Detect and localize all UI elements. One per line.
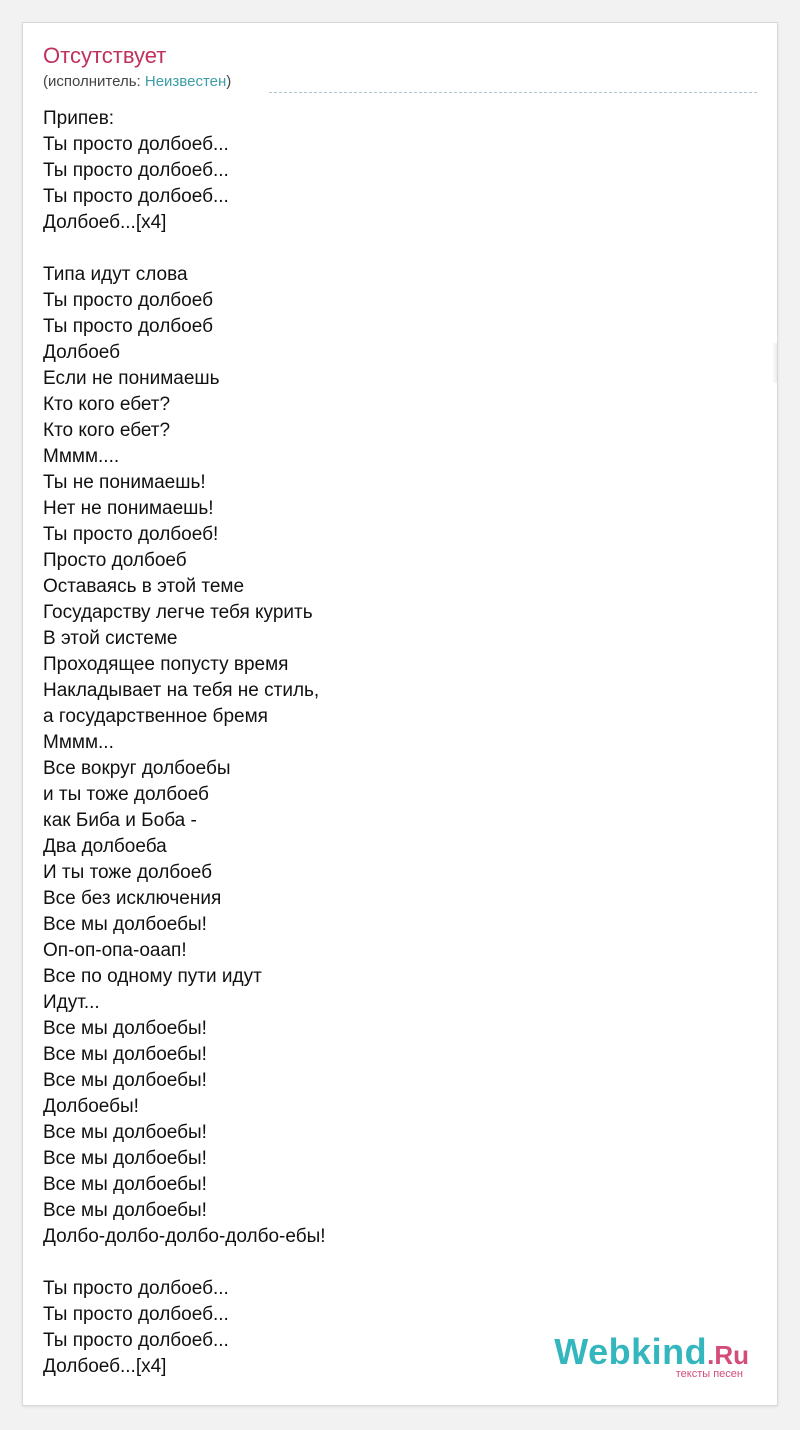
lyric-line: Кто кого ебет?: [43, 394, 171, 415]
lyric-line: Все мы долбоебы!: [43, 1044, 207, 1065]
lyric-line: Припев:: [43, 108, 115, 129]
logo-wordmark: Webkind: [554, 1331, 708, 1372]
lyric-line: Все по одному пути идут: [43, 966, 262, 987]
lyric-line: как Биба и Боба -: [43, 810, 197, 831]
lyrics-card: [22, 22, 778, 1406]
title-divider: [269, 92, 757, 93]
lyric-line: а государственное бремя: [43, 706, 268, 727]
lyric-line: Ты просто долбоеб: [43, 316, 213, 337]
site-logo[interactable]: [554, 1331, 749, 1380]
card-edge-shadow: [772, 343, 777, 383]
lyric-line: Оставаясь в этой теме: [43, 576, 245, 597]
lyric-line: Мммм...: [43, 732, 114, 753]
lyric-line: Все мы долбоебы!: [43, 1018, 207, 1039]
lyric-line: Идут...: [43, 992, 100, 1013]
lyric-line: Долбоеб: [43, 342, 121, 363]
artist-prefix: (исполнитель:: [43, 73, 145, 90]
lyric-line: Ты просто долбоеб...: [43, 1330, 229, 1351]
lyric-line: Все мы долбоебы!: [43, 1148, 207, 1169]
lyric-line: Долбоебы!: [43, 1096, 139, 1117]
lyric-line: Проходящее попусту время: [43, 654, 289, 675]
lyric-line: Просто долбоеб: [43, 550, 187, 571]
lyric-blank-line: [43, 1250, 743, 1276]
lyric-line: Все мы долбоебы!: [43, 1200, 207, 1221]
artist-link[interactable]: Неизвестен: [144, 73, 227, 90]
lyric-line: Долбоеб...[x4]: [43, 212, 167, 233]
lyric-line: Ты просто долбоеб...: [43, 1278, 229, 1299]
lyric-line: Ты просто долбоеб...: [43, 1304, 229, 1325]
lyric-line: Все вокруг долбоебы: [43, 758, 231, 779]
lyric-line: И ты тоже долбоеб: [43, 862, 212, 883]
lyric-line: Государству легче тебя курить: [43, 602, 313, 623]
lyric-line: В этой системе: [43, 628, 178, 649]
lyric-line: Все мы долбоебы!: [43, 1174, 207, 1195]
lyric-line: Нет не понимаешь!: [43, 498, 214, 519]
logo-tagline: тексты песен: [675, 1368, 743, 1380]
lyric-line: Ты просто долбоеб: [43, 290, 213, 311]
artist-suffix: ): [226, 73, 232, 90]
lyric-line: Долбоеб...[x4]: [43, 1356, 167, 1377]
lyric-line: Долбо-долбо-долбо-долбо-ебы!: [43, 1226, 326, 1247]
lyric-line: Ты просто долбоеб...: [43, 134, 229, 155]
lyric-line: Ты просто долбоеб...: [43, 160, 229, 181]
lyrics-text: [43, 106, 743, 1380]
artist-line: [43, 73, 231, 91]
lyric-line: Если не понимаешь: [43, 368, 220, 389]
logo-domain: .Ru: [707, 1340, 749, 1370]
lyric-line: Все мы долбоебы!: [43, 1122, 207, 1143]
lyric-line: Типа идут слова: [43, 264, 188, 285]
lyric-blank-line: [43, 236, 743, 262]
lyric-line: Оп-оп-опа-оаап!: [43, 940, 187, 961]
lyric-line: Все без исключения: [43, 888, 222, 909]
lyric-line: и ты тоже долбоеб: [43, 784, 209, 805]
lyric-line: Накладывает на тебя не стиль,: [43, 680, 320, 701]
lyric-line: Ты просто долбоеб!: [43, 524, 219, 545]
lyric-line: Все мы долбоебы!: [43, 1070, 207, 1091]
lyric-line: Ты не понимаешь!: [43, 472, 206, 493]
song-title: Отсутствует: [43, 43, 167, 68]
lyric-line: Все мы долбоебы!: [43, 914, 207, 935]
lyric-line: Мммм....: [43, 446, 120, 467]
lyric-line: Ты просто долбоеб...: [43, 186, 229, 207]
lyric-line: Два долбоеба: [43, 836, 167, 857]
lyric-line: Кто кого ебет?: [43, 420, 171, 441]
